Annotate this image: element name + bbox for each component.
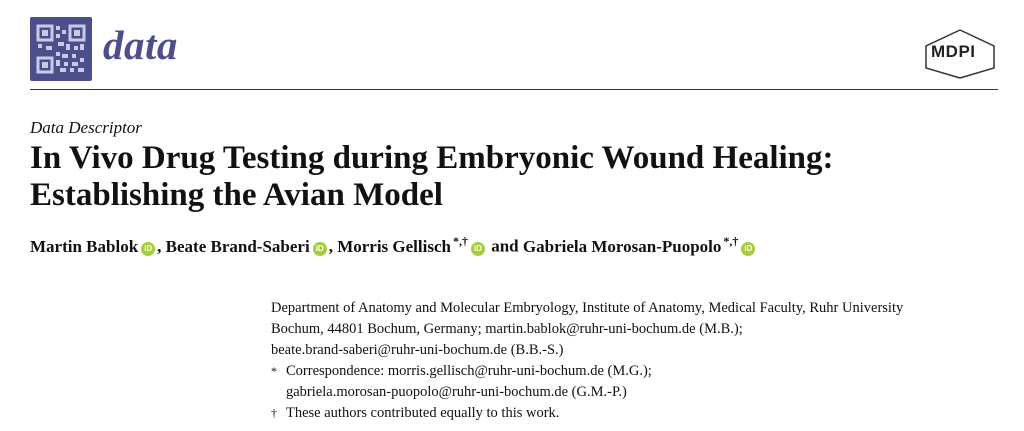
author[interactable] (166, 237, 329, 256)
orcid-icon[interactable]: iD (471, 242, 485, 256)
journal-logo[interactable] (30, 17, 92, 81)
author-name[interactable]: Gabriela Morosan-Puopolo (522, 236, 722, 256)
affiliation-block (271, 298, 991, 424)
orcid-icon[interactable]: iD (141, 242, 155, 256)
author-name[interactable]: Martin Bablok (30, 236, 139, 256)
correspondence-note (271, 361, 991, 403)
author-name[interactable]: Beate Brand-Saberi (165, 236, 310, 256)
author-marks: *,† (723, 234, 739, 248)
equal-contribution-mark: † (271, 406, 277, 420)
title-line-2: Establishing the Avian Model (30, 177, 443, 213)
author-separator: , (157, 236, 166, 256)
qr-code-icon (36, 24, 86, 74)
publisher-name: MDPI (931, 42, 976, 61)
author-list (30, 234, 757, 257)
journal-name[interactable]: data (103, 22, 178, 68)
affiliation-line: Department of Anatomy and Molecular Embryology, Institute of Anatomy, Medical Faculty, Ruhr University (271, 300, 904, 316)
correspondence-line: gabriela.morosan-puopolo@ruhr-uni-bochum.de (G.M.-P.) (286, 384, 627, 400)
orcid-icon[interactable]: iD (313, 242, 327, 256)
title-line-1: In Vivo Drug Testing during Embryonic Wound Healing: (30, 140, 834, 176)
author-name[interactable]: Morris Gellisch (337, 236, 451, 256)
header-divider (30, 89, 998, 90)
author-marks: *,† (452, 234, 468, 248)
author[interactable] (522, 234, 758, 256)
correspondence-line: Correspondence: morris.gellisch@ruhr-uni-bochum.de (M.G.); (286, 363, 652, 379)
equal-contribution-text: These authors contributed equally to this work. (286, 405, 560, 421)
affiliation-line: beate.brand-saberi@ruhr-uni-bochum.de (B.B.-S.) (271, 342, 564, 358)
author-separator: , (328, 236, 338, 256)
author-separator: and (486, 236, 523, 256)
publisher-logo[interactable] (922, 28, 998, 80)
author[interactable] (30, 237, 157, 256)
correspondence-mark: * (271, 364, 277, 378)
author[interactable] (337, 234, 487, 256)
orcid-icon[interactable]: iD (741, 242, 755, 256)
article-title (30, 140, 990, 214)
article-type: Data Descriptor (30, 118, 142, 137)
journal-header (0, 0, 1024, 90)
affiliation-line: Bochum, 44801 Bochum, Germany; martin.bablok@ruhr-uni-bochum.de (M.B.); (271, 321, 743, 337)
equal-contribution-note (271, 403, 991, 424)
